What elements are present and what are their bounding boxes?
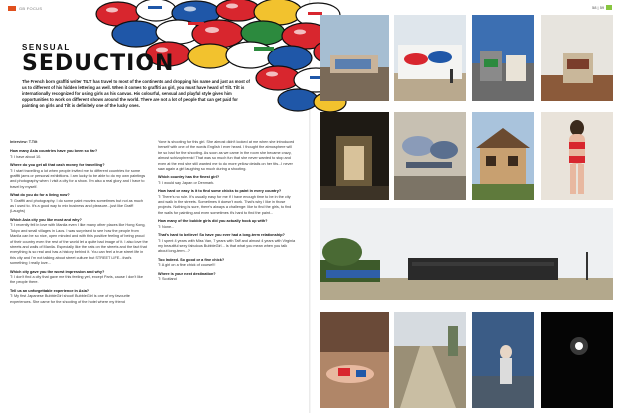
interview-answer: Yone is shooting for this girl. She almost didn't looked at me when she introduced herself with one of the words English I ever heard. I thought the atmosphere will be so bad for the shooting. As soon as we came in the room she became crazy, almost schizophrenic! That was so much fun that she never wanted to stop and even at the end she still wanted me to do more yellow details on her tits...I never saw again a girl laughing so much during a shooting. (158, 140, 295, 172)
section-color-marker (8, 6, 16, 11)
section-header (8, 6, 42, 11)
photo-white-wall-cyclist (394, 15, 466, 101)
interview-columns (10, 140, 296, 408)
interview-answer: T: My first Japanese BubbleGirl shoot! BubbleGirl is one of my favourite experiences. She came for the shooting of the hotel where my friend (10, 294, 130, 304)
interview-question: How many of the bubble girls did you actually hook up with? (158, 219, 268, 224)
interview-question: Too Indeed. So good or a fine chick? (158, 257, 225, 262)
interview-answer: T: I spent 4 years with Miss Van, 7 years with Taff and almost 4 years with Virginia my beautiful sexy fabulous BubbleGirl... Is that what you mean when you talk about long-term...? (158, 238, 296, 254)
interview-answer: T: None... (158, 224, 175, 229)
interview-answer: T: I would say Japan or Denmark. (158, 180, 215, 185)
photo-rooftop-graffiti (320, 15, 389, 101)
interview-question: How hard or easy is it to find some chicks to paint in every country? (158, 189, 282, 194)
photo-wall-tags (394, 112, 466, 200)
photo-wooden-house (472, 112, 534, 200)
interview-column-left (10, 140, 148, 307)
page-numbers: 58 | 59 (592, 5, 605, 10)
photo-night-light (541, 312, 613, 408)
photo-girl-lying (320, 312, 389, 408)
interview-column-right (158, 140, 296, 284)
photo-dirt-road (394, 312, 466, 408)
photo-bubble-girl-standing (541, 112, 613, 200)
interview-question: Where is your next destination? (158, 271, 216, 276)
interview-answer: T: There's no rule. It's usually easy for me if I have enough time to be in the city and walk in the streets. Sometimes it doesn't work. That's why I like in those projects. Nothing is sure, there's always a challenge: like to find the girls, to find the walls for painting and even sometimes it's hard to find the paint... (158, 194, 292, 215)
interview-answer: T: I recently fell in love with Manila even I like many other places like Hong Kong, Tokyo and small villages in Laos. I was surprised to see how the people from Manila can be so nice, open minded and with this positive feeling of being proud of their country even the rest of the world let a quite bad image of it. I also love the streets and walls of Manila. Especially like the rats on the streets and the fact that everything is so real and has a history behind it. You can feel a true street life in this city and I'm not talking about street culture but STREET LIFE...that's something I really love... (10, 223, 148, 266)
interview-answer: T: I start travelling a lot when people invited me to different countries for some graffiti jams or personal exhibitions. I am lucky to be able to do my own paintings and photography when I visit a city for a show. I'm also a real glory and I have to travel by myself. (10, 168, 146, 189)
article-intro: The French born graffiti writer TILT has travel to most of the continents and dropping his name and just as most of us to different of his hidden lettering as well. When it comes to graffiti as girl, you must have heard of Tilt. Tilt is internationally recognized for using girls as his canvas. His colourful, sensual and playful style gives him opportunities to work on different shows around the world. There are not a lot of people that can get paid for painting on girls and Tilt is definitely one of the lucky ones. (22, 79, 250, 109)
interview-question: Where do you get all that cash money for travelling? (10, 163, 105, 168)
interview-question: How many Asia countries have you been so far? (10, 149, 98, 154)
interview-credit-name: T.Tilt (28, 140, 38, 144)
photo-blue-wall-figure (472, 312, 534, 408)
interview-question: That's hard to believe! So have you ever had a long-term relationship? (158, 233, 285, 238)
interview-question: What do you do for a living now? (10, 193, 70, 198)
interview-credit (10, 140, 148, 145)
interview-answer: T: A girl on a fine chick of course!!! (158, 263, 216, 268)
page-color-marker (606, 5, 612, 10)
photo-street-blue-sky (472, 15, 534, 101)
photo-dark-passage (320, 112, 389, 200)
interview-question: Which country has the finest girl? (158, 175, 220, 180)
interview-answer: T: Graffiti and photography. I do some paint movies sometimes but not as much as I used to. It's a good way to mix business and pleasure...just like Graff! (Laughs) (10, 198, 144, 214)
photo-panorama-field (320, 208, 613, 300)
interview-answer: T: I don't find a city that gave me this feeling yet, except Paris, cause I don't like the people there. (10, 274, 143, 285)
interview-question: Which city gave you the worst impression and why? (10, 269, 105, 274)
article-kicker: SENSUAL (22, 43, 71, 52)
interview-answer: T: I have about 10. (10, 154, 42, 159)
section-tag: GB FOCUS (19, 6, 43, 11)
interview-question: Tell us an unforgettable experience in Asia? (10, 288, 90, 293)
interview-question: Which Asia city you like most and why? (10, 217, 82, 222)
article-title: SEDUCTION (22, 51, 175, 76)
interview-answer: T: Scotland (158, 276, 177, 281)
photo-shack-graffiti (541, 15, 613, 101)
interview-credit-label: Interview: (10, 140, 28, 144)
page-number-header (592, 5, 612, 10)
